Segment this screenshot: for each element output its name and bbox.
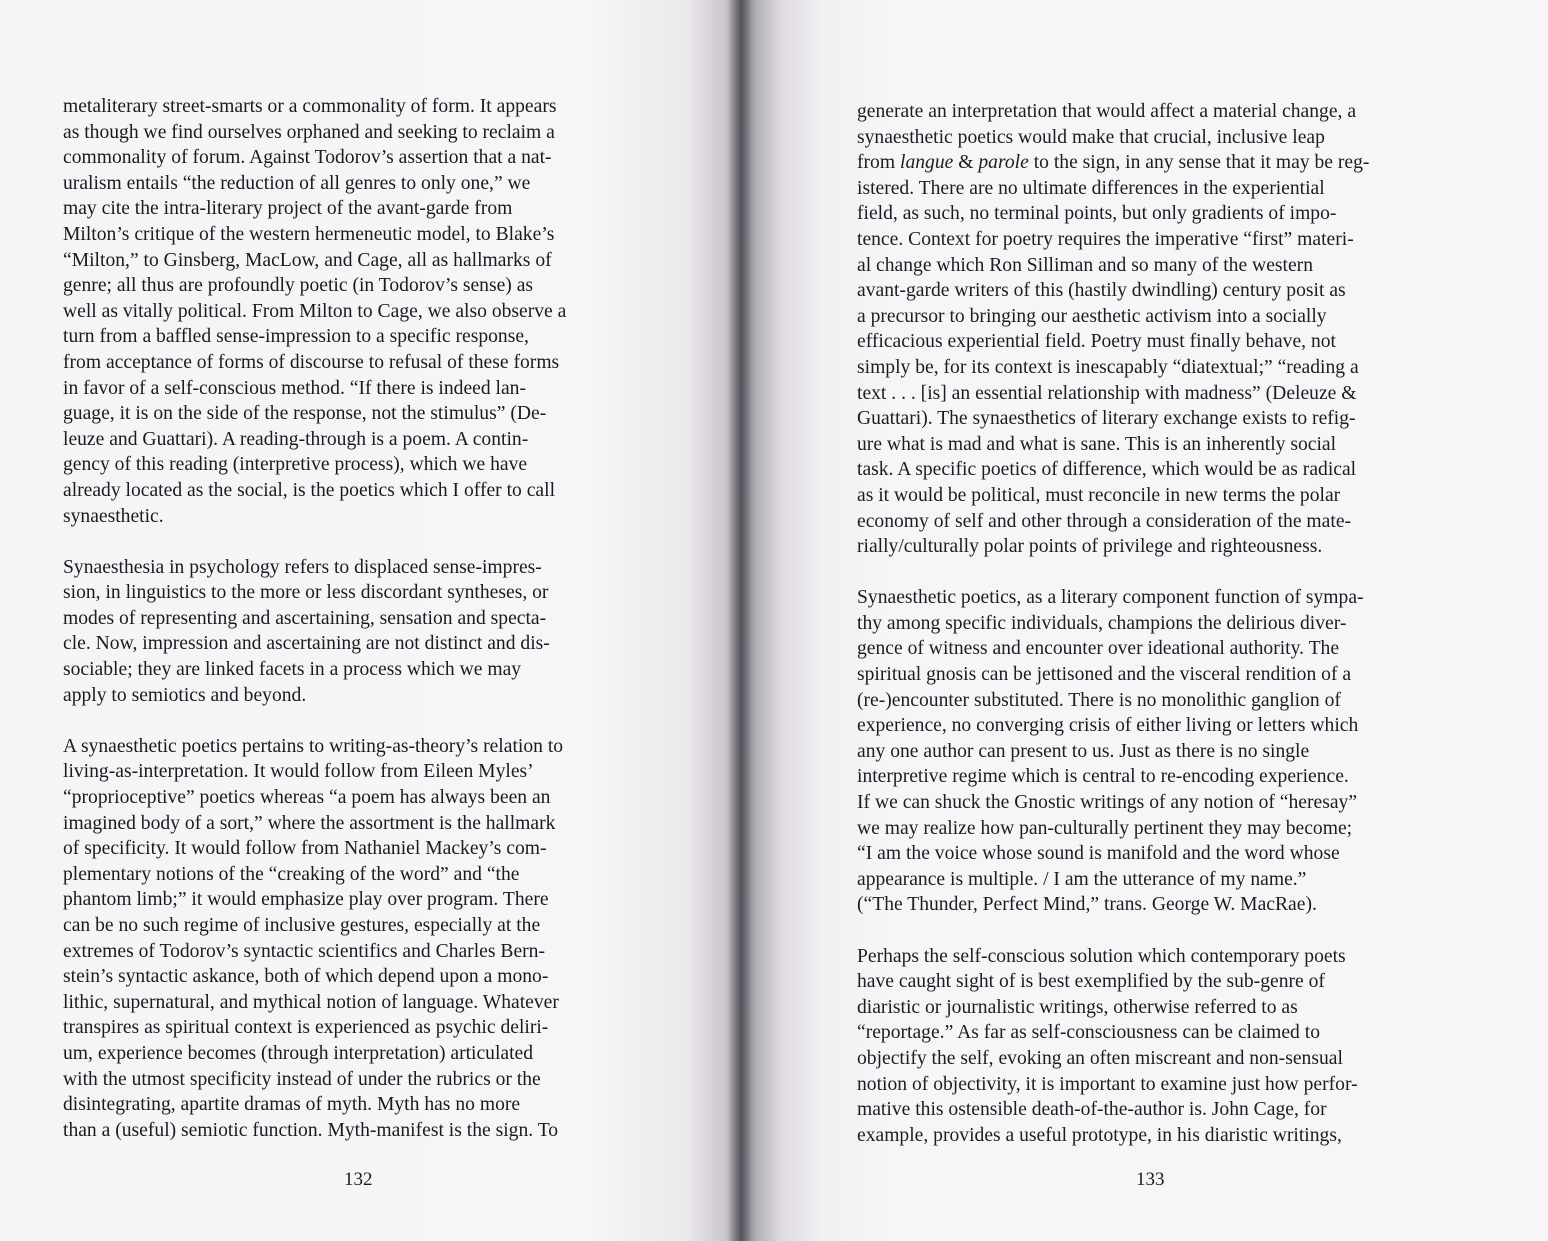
text-line: Guattari). The synaesthetics of literary exchange exists to refig- bbox=[857, 408, 1356, 430]
text-line: thy among specific individuals, champions the delirious diver- bbox=[857, 612, 1347, 634]
paragraph-gap bbox=[857, 560, 1469, 586]
text-line: “reportage.” As far as self-consciousness can be claimed to bbox=[857, 1022, 1320, 1044]
left-page-body bbox=[63, 94, 675, 1143]
paragraph bbox=[857, 99, 1469, 560]
text-line: synaesthetic poetics would make that crucial, inclusive leap bbox=[857, 126, 1325, 148]
text-line: example, provides a useful prototype, in his diaristic writings, bbox=[857, 1124, 1342, 1146]
text-line: we may realize how pan-culturally pertinent they may become; bbox=[857, 817, 1353, 839]
text-line: text . . . [is] an essential relationship with madness” (Deleuze & bbox=[857, 382, 1357, 404]
text-line: Perhaps the self-conscious solution which contemporary poets bbox=[857, 945, 1346, 967]
text-line: may cite the intra-literary project of the avant-garde from bbox=[63, 198, 513, 220]
paragraph bbox=[63, 94, 675, 529]
text-line: ure what is mad and what is sane. This is an inherently social bbox=[857, 433, 1337, 455]
text-line: can be no such regime of inclusive gestures, especially at the bbox=[63, 915, 541, 936]
text-line: cle. Now, impression and ascertaining are not distinct and dis- bbox=[63, 633, 550, 655]
text-line: apply to semiotics and beyond. bbox=[63, 684, 307, 706]
text-line: stein’s syntactic askance, both of which depend upon a mono- bbox=[63, 966, 549, 988]
text-line: gence of witness and encounter over ideational authority. The bbox=[857, 638, 1340, 660]
text-line: istered. There are no ultimate differences in the experiential bbox=[857, 177, 1325, 199]
text-line: diaristic or journalistic writings, otherwise referred to as bbox=[857, 996, 1298, 1018]
text-line: spiritual gnosis can be jettisoned and the visceral rendition of a bbox=[857, 664, 1352, 686]
text-line: task. A specific poetics of difference, which would be as radical bbox=[857, 459, 1357, 481]
text-line: (re-)encounter substituted. There is no monolithic ganglion of bbox=[857, 689, 1341, 711]
text-line: objectify the self, evoking an often miscreant and non-sensual bbox=[857, 1047, 1343, 1069]
text-line: phantom limb;” it would emphasize play over program. There bbox=[63, 889, 549, 911]
text-line: plementary notions of the “creaking of the word” and “the bbox=[63, 863, 520, 885]
text-line: Synaesthetic poetics, as a literary component function of sympa- bbox=[857, 587, 1364, 609]
text-line: as though we find ourselves orphaned and seeking to reclaim a bbox=[63, 121, 555, 143]
text-line: extremes of Todorov’s syntactic scientifics and Charles Bern- bbox=[63, 940, 545, 962]
text-line: economy of self and other through a consideration of the mate- bbox=[857, 510, 1352, 532]
text-line: “proprioceptive” poetics whereas “a poem has always been an bbox=[63, 787, 551, 809]
italic-term: langue bbox=[900, 152, 954, 174]
text-line: Milton’s critique of the western hermeneutic model, to Blake’s bbox=[63, 223, 555, 245]
text-line: (“The Thunder, Perfect Mind,” trans. George W. MacRae). bbox=[857, 894, 1317, 916]
text-line: avant-garde writers of this (hastily dwindling) century posit as bbox=[857, 280, 1346, 302]
text-line: “I am the voice whose sound is manifold and the word whose bbox=[857, 843, 1340, 865]
text-line: lithic, supernatural, and mythical notion of language. Whatever bbox=[63, 991, 559, 1013]
text-line: guage, it is on the side of the response, not the stimulus” (De- bbox=[63, 403, 547, 425]
italic-term: parole bbox=[978, 152, 1029, 174]
text-line: any one author can present to us. Just as there is no single bbox=[857, 740, 1310, 762]
text-line: sociable; they are linked facets in a process which we may bbox=[63, 659, 522, 681]
text-line: modes of representing and ascertaining, sensation and specta- bbox=[63, 607, 547, 629]
text-line: disintegrating, apartite dramas of myth. Myth has no more bbox=[63, 1094, 521, 1116]
text-line: imagined body of a sort,” where the assortment is the hallmark bbox=[63, 812, 556, 834]
text-line: synaesthetic. bbox=[63, 505, 164, 527]
text-line: living-as-interpretation. It would follow from Eileen Myles’ bbox=[63, 761, 534, 783]
text-line: rially/culturally polar points of privilege and righteousness. bbox=[857, 536, 1323, 558]
text-line: generate an interpretation that would affect a material change, a bbox=[857, 101, 1357, 122]
text-line: from langue & parole to the sign, in any sense that it may be reg- bbox=[857, 152, 1370, 174]
book-gutter bbox=[728, 0, 752, 1241]
text-line: already located as the social, is the poetics which I offer to call bbox=[63, 479, 556, 501]
text-line: uralism entails “the reduction of all genres to only one,” we bbox=[63, 172, 531, 194]
text-line: in favor of a self-conscious method. “If there is indeed lan- bbox=[63, 377, 527, 399]
text-line: al change which Ron Silliman and so many of the western bbox=[857, 254, 1313, 276]
text-line: field, as such, no terminal points, but only gradients of impo- bbox=[857, 203, 1337, 225]
paragraph bbox=[857, 944, 1469, 1149]
text-line: efficacious experiential field. Poetry must finally behave, not bbox=[857, 331, 1336, 353]
text-line: notion of objectivity, it is important to examine just how perfor- bbox=[857, 1073, 1358, 1095]
text-line: transpires as spiritual context is experienced as psychic deliri- bbox=[63, 1017, 549, 1039]
text-line: have caught sight of is best exemplified by the sub-genre of bbox=[857, 971, 1325, 993]
text-line: genre; all thus are profoundly poetic (in Todorov’s sense) as bbox=[63, 275, 534, 297]
right-page-number: 133 bbox=[1136, 1169, 1165, 1190]
text-line: appearance is multiple. / I am the utterance of my name.” bbox=[857, 868, 1307, 890]
text-line: interpretive regime which is central to re-encoding experience. bbox=[857, 766, 1349, 788]
right-page-body bbox=[857, 99, 1469, 1148]
text-line: commonality of forum. Against Todorov’s assertion that a nat- bbox=[63, 147, 552, 169]
paragraph-gap bbox=[63, 529, 675, 555]
text-line: turn from a baffled sense-impression to a specific response, bbox=[63, 326, 529, 348]
text-line: If we can shuck the Gnostic writings of any notion of “heresay” bbox=[857, 792, 1358, 814]
paragraph bbox=[63, 734, 675, 1144]
paragraph-gap bbox=[63, 708, 675, 734]
text-line: “Milton,” to Ginsberg, MacLow, and Cage, all as hallmarks of bbox=[63, 249, 552, 271]
text-line: than a (useful) semiotic function. Myth-manifest is the sign. To bbox=[63, 1119, 559, 1141]
paragraph bbox=[857, 585, 1469, 918]
text-line: mative this ostensible death-of-the-author is. John Cage, for bbox=[857, 1099, 1327, 1121]
text-line: leuze and Guattari). A reading-through is a poem. A contin- bbox=[63, 428, 529, 450]
text-line: from acceptance of forms of discourse to refusal of these forms bbox=[63, 351, 560, 373]
text-line: experience, no converging crisis of either living or letters which bbox=[857, 715, 1359, 737]
left-page-number: 132 bbox=[344, 1169, 373, 1190]
text-line: A synaesthetic poetics pertains to writing-as-theory’s relation to bbox=[63, 735, 564, 757]
text-line: well as vitally political. From Milton to Cage, we also observe a bbox=[63, 300, 567, 322]
text-line: of specificity. It would follow from Nathaniel Mackey’s com- bbox=[63, 838, 547, 860]
text-line: sion, in linguistics to the more or less discordant syntheses, or bbox=[63, 582, 549, 604]
text-line: with the utmost specificity instead of under the rubrics or the bbox=[63, 1068, 541, 1090]
text-line: as it would be political, must reconcile in new terms the polar bbox=[857, 484, 1341, 506]
text-line: Synaesthesia in psychology refers to displaced sense-impres- bbox=[63, 556, 542, 578]
text-line: gency of this reading (interpretive process), which we have bbox=[63, 454, 528, 476]
paragraph-gap bbox=[857, 918, 1469, 944]
text-line: a precursor to bringing our aesthetic activism into a socially bbox=[857, 305, 1327, 327]
text-line: simply be, for its context is inescapably “diatextual;” “reading a bbox=[857, 356, 1359, 378]
text-line: tence. Context for poetry requires the imperative “first” materi- bbox=[857, 228, 1354, 250]
paragraph bbox=[63, 555, 675, 709]
text-line: um, experience becomes (through interpretation) articulated bbox=[63, 1042, 534, 1064]
text-line: metaliterary street-smarts or a commonality of form. It appears bbox=[63, 96, 557, 117]
